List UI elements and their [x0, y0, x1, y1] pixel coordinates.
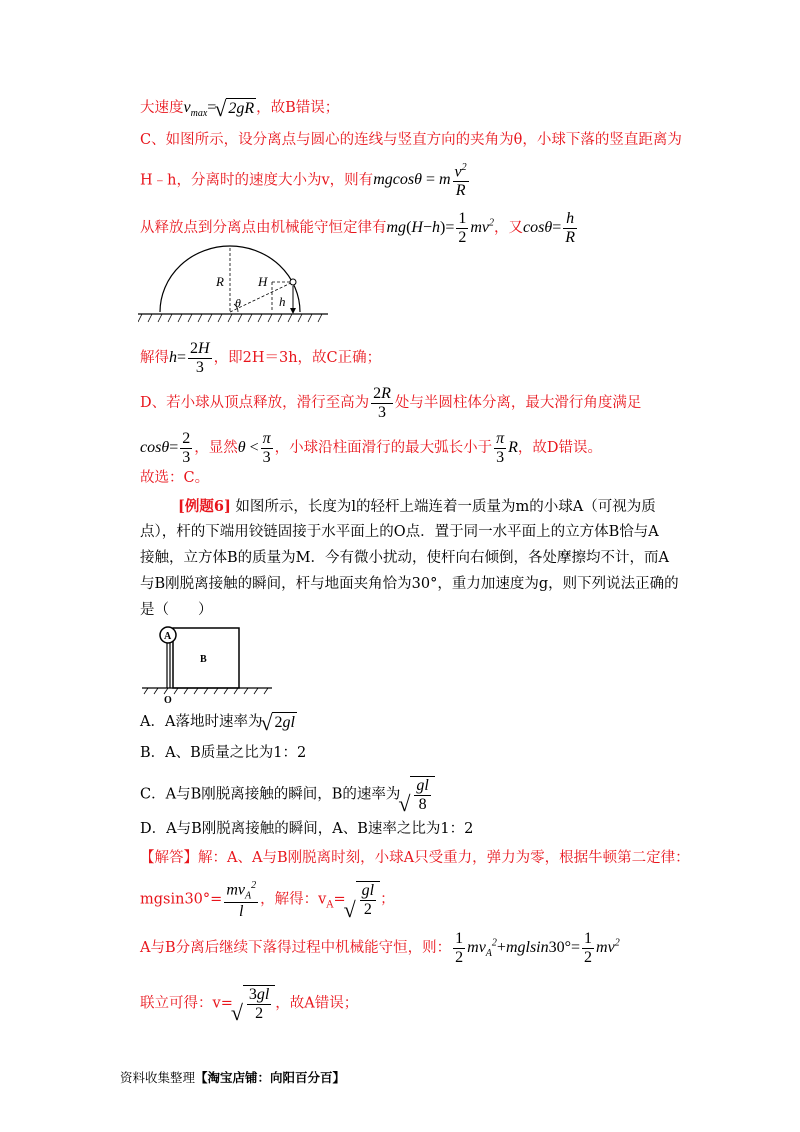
line-5: [140, 340, 381, 376]
rod-block-figure: [140, 622, 280, 704]
footer-prefix: 资料收集整理: [120, 1070, 196, 1085]
example-line-2: 点），杆的下端用铰链固接于水平面上的O点．置于同一水平面上的立方体B恰与A: [140, 524, 659, 540]
text: 解：A、A与B刚脱离时刻，小球A只受重力，弹力为零，根据牛顿第二定律：: [198, 850, 690, 866]
text: 从释放点到分离点由机械能守恒定律有: [140, 219, 387, 236]
text: ，故A错误；: [275, 995, 359, 1012]
line-7: [140, 430, 602, 466]
text: C．A与B刚脱离接触的瞬间，B的速率为: [140, 786, 401, 803]
text: ；: [380, 891, 395, 908]
formula-cos: cosθ= $\frac{h}{R}$: [523, 210, 575, 246]
formula-centripetal: mgcosθ = m $\frac{v^2}{R}$: [373, 162, 467, 199]
line-1: [140, 98, 339, 120]
answer-line-2: [140, 880, 395, 920]
line-2: C、如图所示，设分离点与圆心的连线与竖直方向的夹角为θ，小球下落的竖直距离为: [140, 132, 682, 148]
label-B: B: [200, 654, 207, 665]
footer: [120, 1068, 345, 1086]
label-A: A: [164, 631, 172, 642]
text: ，故B错误；: [256, 100, 340, 116]
option-d: D．A与B刚脱离接触的瞬间，A、B速率之比为1：2: [140, 821, 474, 837]
answer-line-1: [140, 850, 690, 867]
option-a: [140, 712, 297, 732]
text: ，即2H＝3h，故C正确；: [213, 349, 382, 366]
text: D、若小球从顶点释放，滑行至高为: [140, 394, 370, 411]
example-line-3: 接触，立方体B的质量为M．今有微小扰动，使杆向右倾倒，各处摩擦均不计，而A: [140, 550, 669, 566]
formula-arc: $\frac{\pi}{3}$ R: [496, 430, 518, 466]
footer-shop: 【淘宝店铺：向阳百分百】: [195, 1070, 346, 1085]
formula-newton: $\frac{mv_A^2}{l}$: [226, 880, 257, 920]
formula-va: √ $\frac{gl}{2}$: [346, 891, 380, 908]
text: mgsin30°=: [140, 891, 223, 908]
label-h: h: [279, 294, 286, 309]
answer-line-4: [140, 985, 358, 1022]
formula-theta: θ < $\frac{\pi}{3}$: [237, 430, 271, 466]
text: A与B分离后继续下落得过程中机械能守恒，则：: [140, 939, 452, 956]
formula-option-a: √ 2gl: [262, 713, 296, 730]
option-b: B．A、B质量之比为1：2: [140, 745, 307, 761]
example-line-1: [178, 498, 656, 516]
semicircle-figure: [138, 244, 338, 326]
formula-height: $\frac{2R}{3}$: [373, 385, 391, 421]
text: ，故D错误。: [517, 439, 603, 456]
subscript: A: [326, 899, 334, 911]
option-c: [140, 776, 435, 813]
line-4: [140, 210, 579, 246]
formula-h: h= $\frac{2H}{3}$: [169, 340, 210, 376]
text: ，又: [494, 219, 523, 236]
formula-option-c: √ $\frac{gl}{8}$: [400, 785, 434, 802]
text: ，解得：v: [260, 891, 327, 908]
text: =: [333, 891, 346, 908]
text: 处与半圆柱体分离，最大滑行角度满足: [394, 394, 642, 411]
label-H: H: [258, 274, 268, 289]
line-6: [140, 385, 641, 421]
example-line-5: 是（ ）: [140, 602, 213, 618]
formula-v: √ $\frac{3gl}{2}$: [233, 994, 275, 1011]
label-theta: θ: [235, 296, 241, 310]
formula-vmax: $v_{max}=√$ 2gR: [184, 99, 257, 116]
answer-line-3: [140, 930, 620, 966]
text: 解得: [140, 349, 169, 366]
formula-energy: mg(H−h)= $\frac{1}{2}$ $mv^2$: [386, 210, 494, 246]
example-line-4: 与B刚脱离接触的瞬间，杆与地面夹角恰为30°，重力加速度为g，则下列说法正确的: [140, 576, 679, 592]
text: 如图所示，长度为l的轻杆上端连着一质量为m的小球A（可视为质: [235, 499, 656, 515]
line-3: [140, 162, 471, 200]
text: A．A落地时速率为: [140, 714, 263, 730]
text: 大速度: [140, 100, 184, 116]
text: ，小球沿柱面滑行的最大弧长小于: [274, 439, 493, 456]
label-O: O: [164, 695, 172, 704]
formula-energy-conservation: $\frac{1}{2}$ $mv_A^2+mglsin30^\circ=$ $\frac{1}{2}$ $mv^2$: [455, 930, 620, 966]
label-R: R: [216, 274, 224, 289]
text: H﹣h，分离时的速度大小为v，则有: [140, 172, 374, 189]
text: 联立可得：v=: [140, 995, 233, 1012]
formula-cos-value: cosθ= $\frac{2}{3}$: [140, 430, 191, 466]
text: ，显然: [194, 439, 238, 456]
example-tag: [例题6]: [178, 498, 231, 515]
line-8: 故选：C。: [140, 470, 210, 486]
answer-label: 【解答】: [140, 850, 198, 866]
